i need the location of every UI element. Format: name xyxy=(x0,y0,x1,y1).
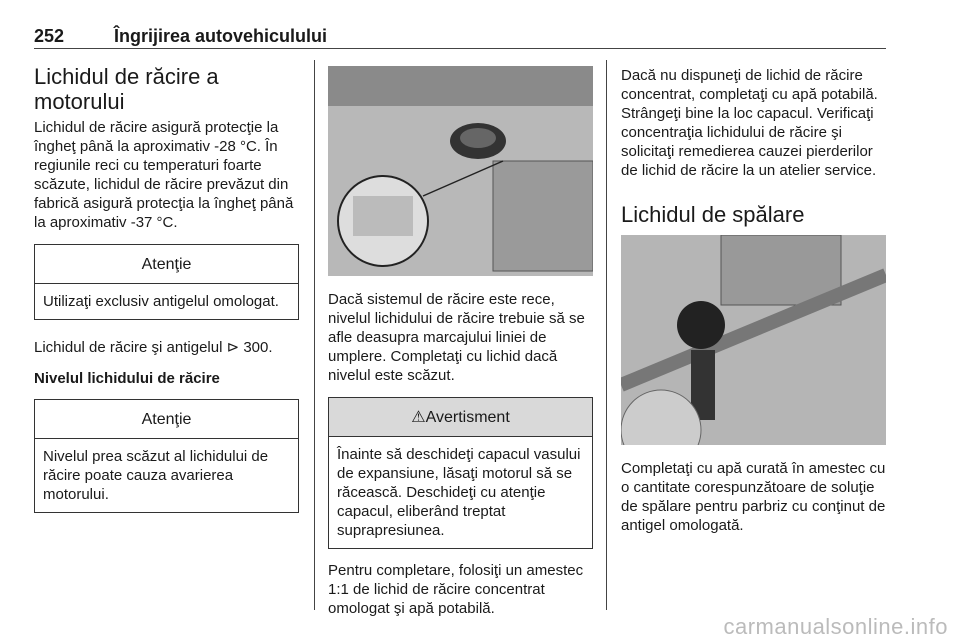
section-title: Îngrijirea autovehiculului xyxy=(114,26,328,46)
washer-reservoir-illustration xyxy=(621,235,886,445)
warning-body: Înainte să deschideţi capacul vasului de expansiune, lăsaţi motorul să se răcească. Deschideţi cu atenţie capacul, eliberând treptat suprapresiunea. xyxy=(337,446,581,539)
column-2 xyxy=(328,60,593,630)
washer-fluid-image xyxy=(621,235,886,445)
coolant-level-heading: Nivelul lichidului de răcire xyxy=(34,370,220,387)
coolant-intro: Lichidul de răcire asigură protecţie la îngheţ până la aproximativ -28 °C. În regiunile reci cu temperaturi foarte scăzute, lichidul de răcire prevăzut din fabrică asigură protecţia la îngheţ până la aproximativ -37 °C. xyxy=(34,119,294,231)
caution-body: Nivelul prea scăzut al lichidului de răcire poate cauza avarierea motorului. xyxy=(43,448,269,503)
warning-heading: Avertisment xyxy=(425,409,510,426)
washer-fluid-title: Lichidul de spălare xyxy=(621,202,805,227)
warning-box xyxy=(328,397,593,549)
coolant-level-text: Dacă sistemul de răcire este rece, nivelul lichidului de răcire trebuie să se afle deasupra marcajului liniei de umplere. Completaţi cu lichid dacă nivelul este scăzut. xyxy=(328,291,585,384)
page-number: 252 xyxy=(34,26,65,46)
column-3 xyxy=(621,60,886,547)
washer-fluid-text: Completaţi cu apă curată în amestec cu o cantitate corespunzătoare de soluţie de spălare pentru parbriz cu conţinut de antigel omologată. xyxy=(621,460,886,534)
cross-reference: Lichidul de răcire şi antigelul ⊳ 300. xyxy=(34,339,273,356)
caution-box xyxy=(34,399,299,513)
coolant-title: Lichidul de răcire a motorului xyxy=(34,64,219,114)
coolant-concentrate-text: Dacă nu dispuneţi de lichid de răcire concentrat, completaţi cu apă potabilă. Strângeţi bine la loc capacul. Verificaţi concentraţia lichidului de răcire şi solicitaţi remedierea cauzei pierderilor de lichid de răcire la un atelier service. xyxy=(621,67,878,179)
caution-box xyxy=(34,244,299,320)
column-divider xyxy=(606,60,607,610)
refill-text: Pentru completare, folosiţi un amestec 1:1 de lichid de răcire concentrat omologat şi apă potabilă. xyxy=(328,562,584,617)
page-header xyxy=(34,26,886,49)
caution-body: Utilizaţi exclusiv antigelul omologat. xyxy=(43,293,279,310)
caution-heading: Atenţie xyxy=(35,400,298,439)
watermark: carmanualsonline.info xyxy=(723,614,948,639)
column-divider xyxy=(314,60,315,610)
warning-icon: ⚠ xyxy=(411,409,426,426)
coolant-reservoir-image xyxy=(328,66,593,276)
column-1 xyxy=(34,60,299,525)
caution-heading: Atenţie xyxy=(35,245,298,284)
engine-bay-illustration xyxy=(328,66,593,276)
warning-heading-row xyxy=(329,398,592,437)
